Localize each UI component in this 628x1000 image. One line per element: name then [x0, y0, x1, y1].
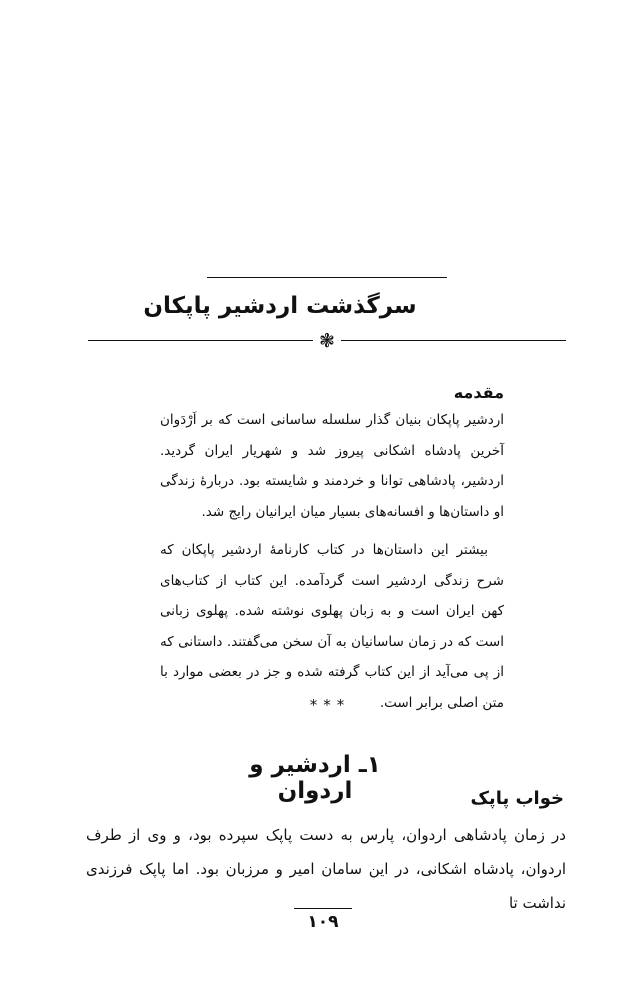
body-paragraph: در زمان پادشاهی اردوان، پارس به دست پاپک سپرده بود، و وی از طرف اردوان، پادشاه اشکانی، در این سامان امیر و مرزبان بود. اما پاپک فرزندی نداشت تا [86, 826, 566, 912]
intro-heading: مقدمه [453, 383, 504, 402]
intro-paragraph-1: اردشیر پاپکان بنیان گذار سلسله ساسانی است که بر اَرْدَوان آخرین پادشاه اشکانی پیروز شد و شهریار ایران گردید. اردشیر، پادشاهی توانا و خردمند و شایسته بود. دربارهٔ زندگی او داستان‌ها و افسانه‌های بسیار میان ایرانیان رایج شد. [160, 412, 504, 520]
chapter-top-rule [207, 277, 447, 278]
footer-rule [294, 908, 352, 909]
divider-line-right [341, 340, 566, 341]
divider-line-left [88, 340, 313, 341]
asterisk-separator: *** [309, 696, 351, 714]
page-number: ۱۰۹ [307, 912, 339, 932]
flower-ornament-icon: ❃ [319, 330, 335, 352]
section-title: ۱ـ اردشیر و اردوان [249, 752, 381, 804]
subsection-title: خواب پاپک [470, 788, 564, 809]
chapter-title: سرگذشت اردشیر پاپکان [143, 293, 417, 319]
intro-paragraph-2: بیشتر این داستان‌ها در کتاب کارنامهٔ اردشیر پاپکان که شرح زندگی اردشیر است گردآمده. این کتاب از کتاب‌های کهن ایران است و به زبان پهلوی نوشته شده. پهلوی زبانی است که در زمان ساسانیان به آن سخن می‌گفتند. داستانی که از پی می‌آید از این کتاب گرفته شده و جز در بعضی موارد با متن اصلی برابر است. [160, 542, 504, 711]
ornamental-divider [88, 330, 566, 352]
